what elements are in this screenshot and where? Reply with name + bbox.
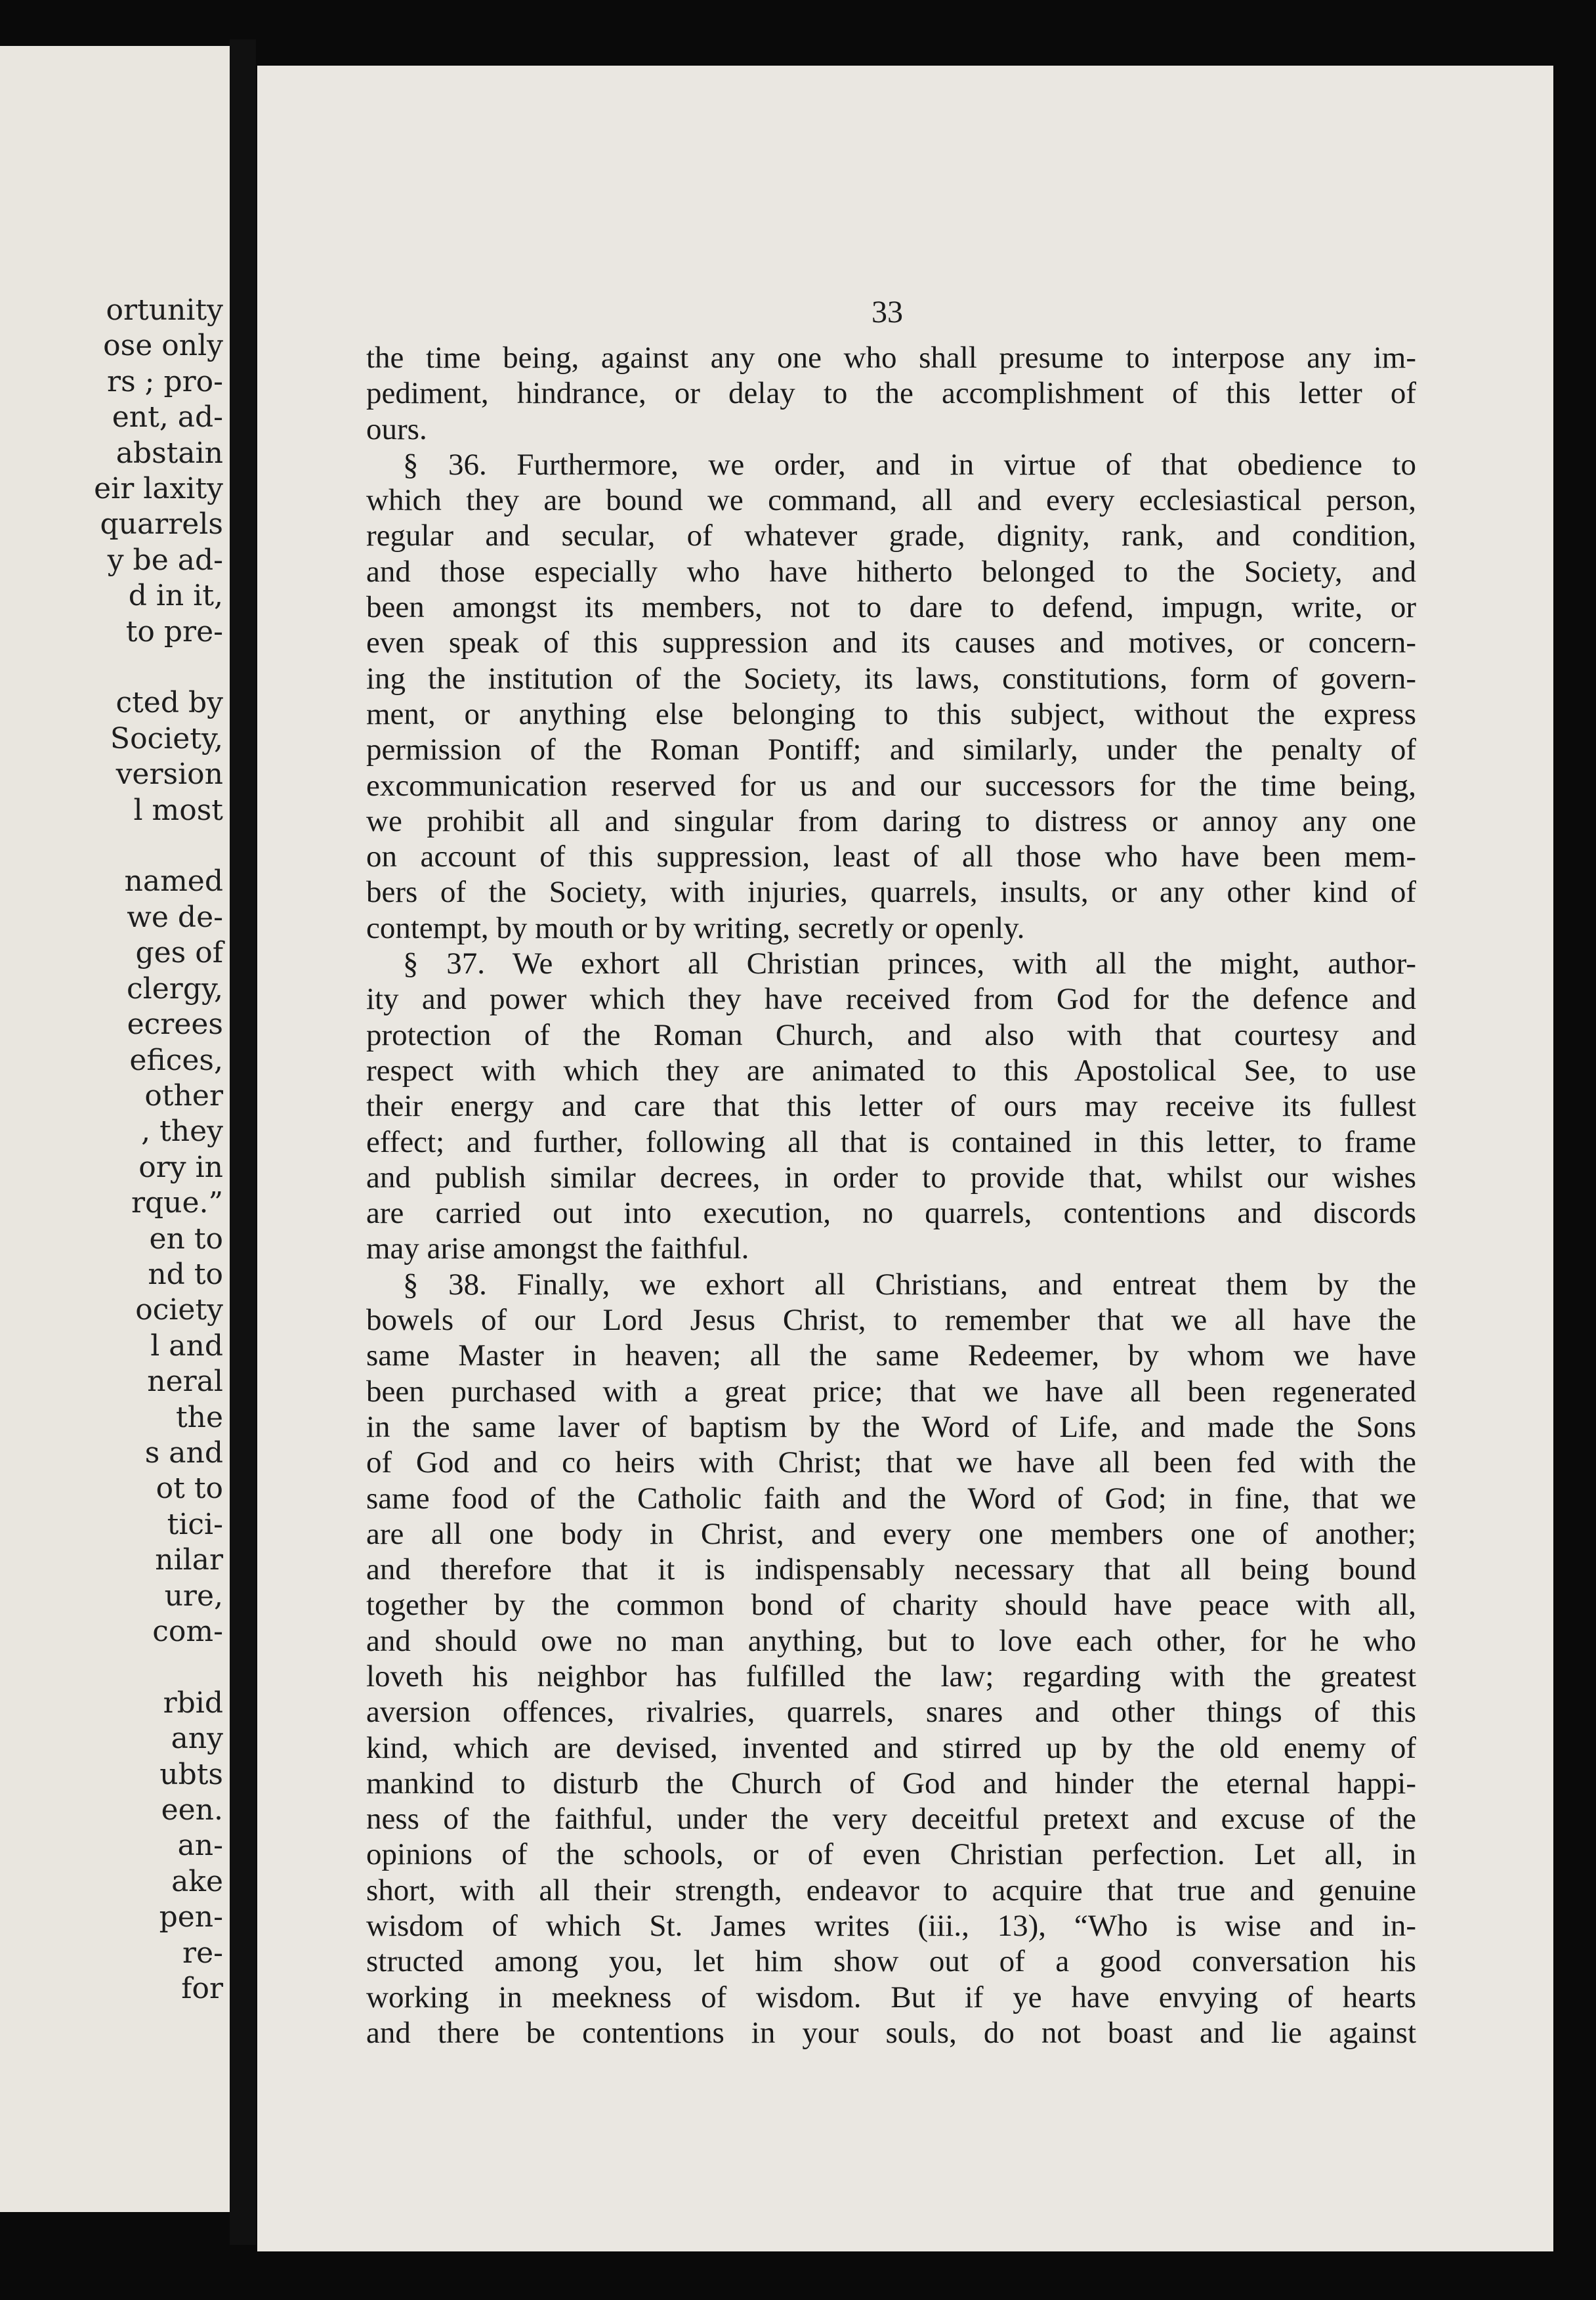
text-line: loveth his neighbor has fulfilled the law; regarding with the greatest	[366, 1659, 1416, 1693]
text-line: regular and secular, of whatever grade, dignity, rank, and condition,	[366, 519, 1416, 553]
facing-page-line: version	[116, 757, 223, 792]
text-line: and therefore that it is indispensably necessary that all being bound	[366, 1552, 1416, 1587]
text-line: been purchased with a great price; that we have all been regenerated	[366, 1374, 1416, 1409]
text-line: § 38. Finally, we exhort all Christians, and entreat them by the	[403, 1267, 1416, 1302]
text-line: the time being, against any one who shall presume to interpose any im-	[366, 341, 1416, 375]
facing-page-line: to pre-	[125, 614, 223, 649]
text-line: and publish similar decrees, in order to provide that, whilst our wishes	[366, 1160, 1416, 1195]
facing-page-line: ortunity	[106, 293, 223, 327]
text-line: respect with which they are animated to this Apostolical See, to use	[366, 1053, 1416, 1088]
facing-page-line: l and	[150, 1329, 223, 1363]
facing-page-line	[94, 828, 223, 864]
text-line: ours.	[366, 412, 427, 446]
facing-page-line: com-	[152, 1615, 223, 1648]
facing-page-line: ose only	[103, 329, 223, 363]
text-line: same food of the Catholic faith and the Word of God; in fine, that we	[366, 1481, 1416, 1516]
facing-page-line	[94, 1650, 223, 1685]
text-line: of God and co heirs with Christ; that we have all been fed with the	[366, 1445, 1416, 1480]
facing-page-line: efices,	[129, 1043, 223, 1077]
text-line: protection of the Roman Church, and also with that courtesy and	[366, 1017, 1416, 1052]
facing-page	[0, 46, 230, 2212]
text-line: working in meekness of wisdom. But if ye have envying of hearts	[366, 1980, 1416, 2014]
text-line: permission of the Roman Pontiff; and similarly, under the penalty of	[366, 733, 1416, 767]
text-line: which they are bound we command, all and every ecclesiastical person,	[366, 483, 1416, 518]
text-line: their energy and care that this letter of ours may receive its fullest	[366, 1089, 1416, 1124]
text-line: aversion offences, rivalries, quarrels, snares and other things of this	[366, 1695, 1416, 1730]
text-line: contempt, by mouth or by writing, secretly or openly.	[366, 910, 1025, 945]
text-line: we prohibit all and singular from daring to distress or annoy any one	[366, 803, 1416, 838]
facing-page-line: named	[124, 864, 223, 899]
facing-page-line: abstain	[116, 436, 223, 470]
facing-page-line: y be ad-	[107, 543, 223, 577]
facing-page-line: clergy,	[127, 971, 223, 1006]
facing-page-line: l most	[133, 793, 223, 827]
facing-page-line: ubts	[159, 1757, 223, 1791]
text-line: bers of the Society, with injuries, quarrels, insults, or any other kind of	[366, 875, 1416, 910]
facing-page-line: ot to	[156, 1472, 223, 1506]
text-line: § 37. We exhort all Christian princes, with all the might, author-	[403, 947, 1416, 981]
text-line: same Master in heaven; all the same Redeemer, by whom we have	[366, 1338, 1416, 1373]
facing-page-line: ociety	[135, 1293, 223, 1327]
text-line: excommunication reserved for us and our successors for the time being,	[366, 768, 1416, 803]
text-line: and those especially who have hitherto belonged to the Society, and	[366, 554, 1416, 589]
text-line: § 36. Furthermore, we order, and in virtue of that obedience to	[403, 447, 1416, 482]
facing-page-line: any	[171, 1722, 223, 1756]
book-gutter	[230, 39, 256, 2245]
facing-page-line: , they	[141, 1115, 223, 1149]
facing-page-line: Society,	[110, 721, 223, 756]
facing-page-line: ecrees	[127, 1008, 223, 1042]
facing-page-line: nd to	[148, 1257, 223, 1291]
facing-page-line: s and	[144, 1436, 223, 1470]
text-line: together by the common bond of charity should have peace with all,	[366, 1588, 1416, 1623]
facing-page-line: re-	[182, 1936, 223, 1970]
text-line: bowels of our Lord Jesus Christ, to remember that we all have the	[366, 1303, 1416, 1338]
facing-page-line	[94, 650, 223, 685]
facing-page-line: an-	[177, 1829, 223, 1863]
facing-page-line: eir laxity	[94, 472, 223, 506]
text-line: been amongst its members, not to dare to defend, impugn, write, or	[366, 590, 1416, 625]
text-line: opinions of the schools, or of even Christian perfection. Let all, in	[366, 1837, 1416, 1872]
facing-page-line: the	[175, 1400, 223, 1434]
text-line: and should owe no man anything, but to love each other, for he who	[366, 1623, 1416, 1658]
text-line: are all one body in Christ, and every one members one of another;	[366, 1516, 1416, 1551]
text-line: and there be contentions in your souls, do not boast and lie against	[366, 2015, 1416, 2050]
text-line: even speak of this suppression and its causes and motives, or concern-	[366, 626, 1416, 660]
facing-page-line: ory in	[138, 1150, 223, 1184]
facing-page-line: nilar	[155, 1543, 223, 1577]
text-line: pediment, hindrance, or delay to the accomplishment of this letter of	[366, 376, 1416, 411]
text-line: effect; and further, following all that is contained in this letter, to frame	[366, 1124, 1416, 1159]
facing-page-line: quarrels	[100, 507, 223, 542]
facing-page-line: ake	[171, 1864, 223, 1898]
text-line: ness of the faithful, under the very deceitful pretext and excuse of the	[366, 1802, 1416, 1837]
page-number: 33	[872, 295, 903, 330]
facing-page-line: other	[144, 1078, 223, 1113]
facing-page-line: een.	[161, 1793, 223, 1827]
facing-page-line: rbid	[163, 1686, 223, 1720]
text-line: short, with all their strength, endeavor to acquire that true and genuine	[366, 1873, 1416, 1907]
text-line: in the same laver of baptism by the Word of Life, and made the Sons	[366, 1409, 1416, 1444]
text-line: wisdom of which St. James writes (iii., 13), “Who is wise and in-	[366, 1909, 1416, 1944]
facing-page-line: tici-	[167, 1507, 223, 1541]
facing-page-line: ure,	[164, 1579, 223, 1613]
facing-page-line: for	[181, 1972, 223, 2006]
facing-page-line: cted by	[116, 686, 223, 720]
text-line: on account of this suppression, least of all those who have been mem-	[366, 840, 1416, 874]
facing-page-line: en to	[149, 1222, 223, 1256]
facing-page-line: pen-	[159, 1900, 223, 1934]
text-line: mankind to disturb the Church of God and hinder the eternal happi-	[366, 1766, 1416, 1800]
facing-page-line: d in it,	[128, 579, 223, 613]
text-line: structed among you, let him show out of a good conversation his	[366, 1944, 1416, 1979]
facing-page-line: we de-	[127, 900, 223, 934]
text-line: ing the institution of the Society, its laws, constitutions, form of govern-	[366, 661, 1416, 696]
text-line: ment, or anything else belonging to this subject, without the express	[366, 696, 1416, 731]
text-line: are carried out into execution, no quarrels, contentions and discords	[366, 1196, 1416, 1231]
text-line: kind, which are devised, invented and stirred up by the old enemy of	[366, 1730, 1416, 1765]
text-line: ity and power which they have received from God for the defence and	[366, 982, 1416, 1017]
facing-page-line: rque.”	[131, 1186, 223, 1220]
main-page	[257, 66, 1553, 2251]
facing-page-line: rs ; pro-	[107, 364, 223, 398]
facing-page-text	[94, 293, 223, 2007]
text-line: may arise amongst the faithful.	[366, 1231, 749, 1266]
facing-page-line: ent, ad-	[112, 400, 223, 435]
facing-page-line: ges of	[135, 936, 223, 970]
facing-page-line: neral	[147, 1365, 223, 1399]
page-text-block	[366, 340, 1416, 2051]
